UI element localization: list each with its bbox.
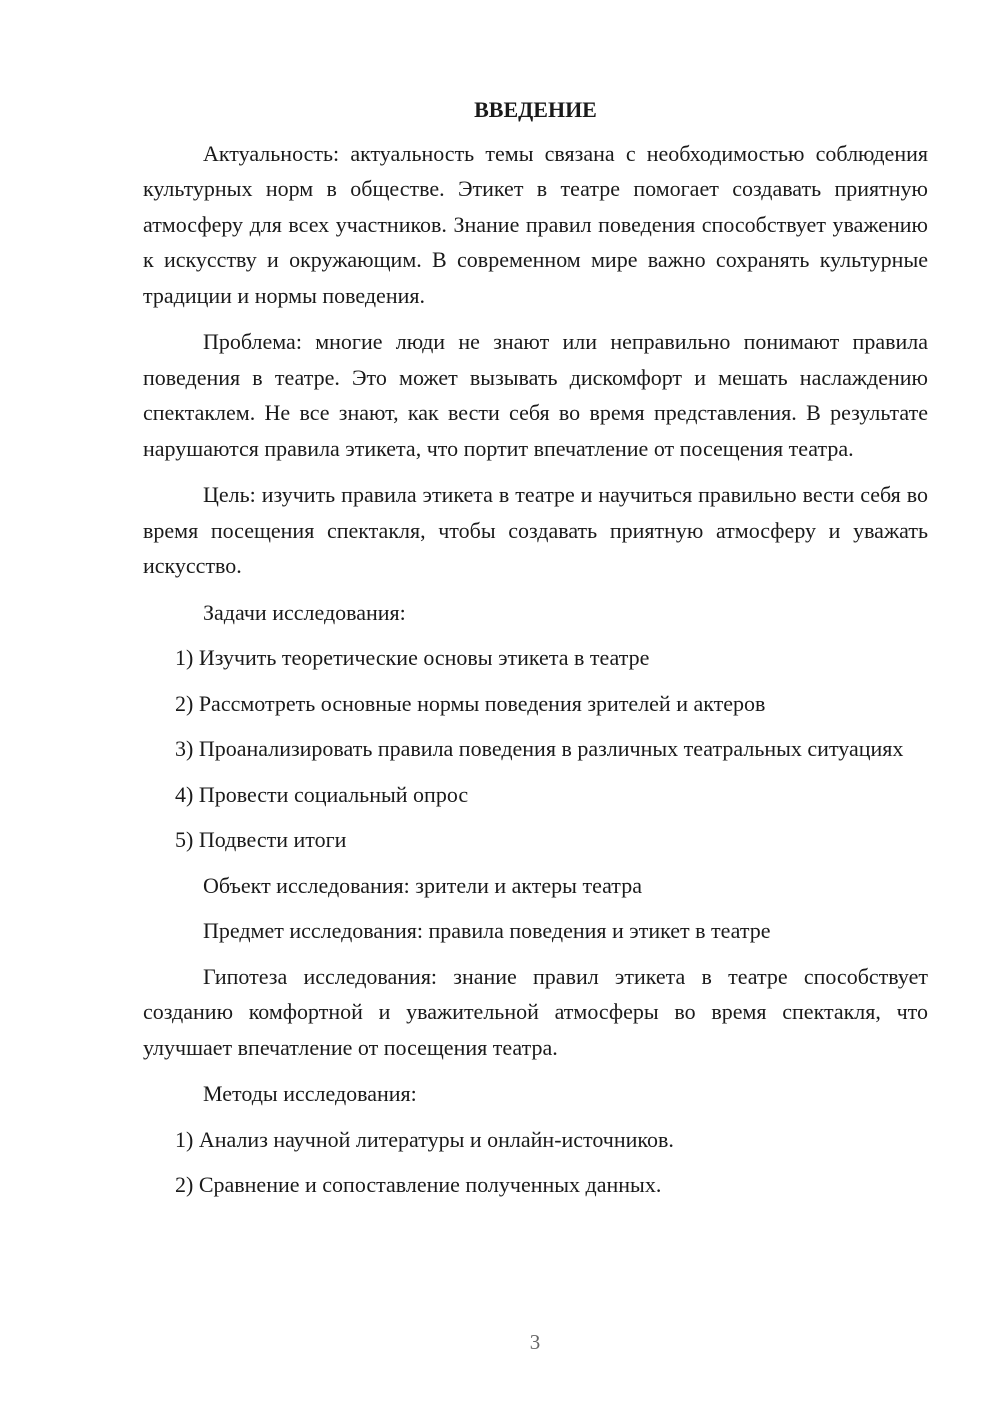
method-item-1: 1) Анализ научной литературы и онлайн-источников. [175,1126,674,1152]
problem-paragraph: Проблема: многие люди не знают или неправильно понимают правила поведения в театре. Это может вызывать дискомфорт и мешать наслаждению спектаклем. Не все знают, как вести себя во время представления. В результате нарушаются правила этикета, что портит впечатление от посещения театра. [143,329,928,461]
method-item-2: 2) Сравнение и сопоставление полученных данных. [175,1172,662,1197]
section-heading: ВВЕДЕНИЕ [474,97,597,122]
task-item-5: 5) Подвести итоги [175,827,347,852]
page-number: 3 [529,1330,541,1354]
task-item-3: 3) Проанализировать правила поведения в различных театральных ситуациях [175,736,904,761]
document-page [143,92,928,1213]
task-item-1: 1) Изучить теоретические основы этикета в театре [175,645,650,670]
goal-paragraph: Цель: изучить правила этикета в театре и научиться правильно вести себя во время посещения спектакля, чтобы создавать приятную атмосферу и уважать искусство. [143,482,928,578]
subject-line: Предмет исследования: правила поведения и этикет в театре [203,918,771,943]
tasks-title: Задачи исследования: [203,599,406,625]
methods-title: Методы исследования: [203,1081,417,1106]
hypothesis-paragraph: Гипотеза исследования: знание правил этикета в театре способствует созданию комфортной и уважительной атмосферы во время спектакля, что улучшает впечатление от посещения театра. [143,963,928,1060]
object-line: Объект исследования: зрители и актеры театра [203,872,642,898]
task-item-4: 4) Провести социальный опрос [175,781,469,807]
task-item-2: 2) Рассмотреть основные нормы поведения зрителей и актеров [175,690,766,716]
relevance-paragraph: Актуальность: актуальность темы связана с необходимостью соблюдения культурных норм в обществе. Этикет в театре помогает создавать приятную атмосферу для всех участников. Знание правил поведения способствует уважению к искусству и окружающим. В современном мире важно сохранять культурные традиции и нормы поведения. [143,140,928,308]
